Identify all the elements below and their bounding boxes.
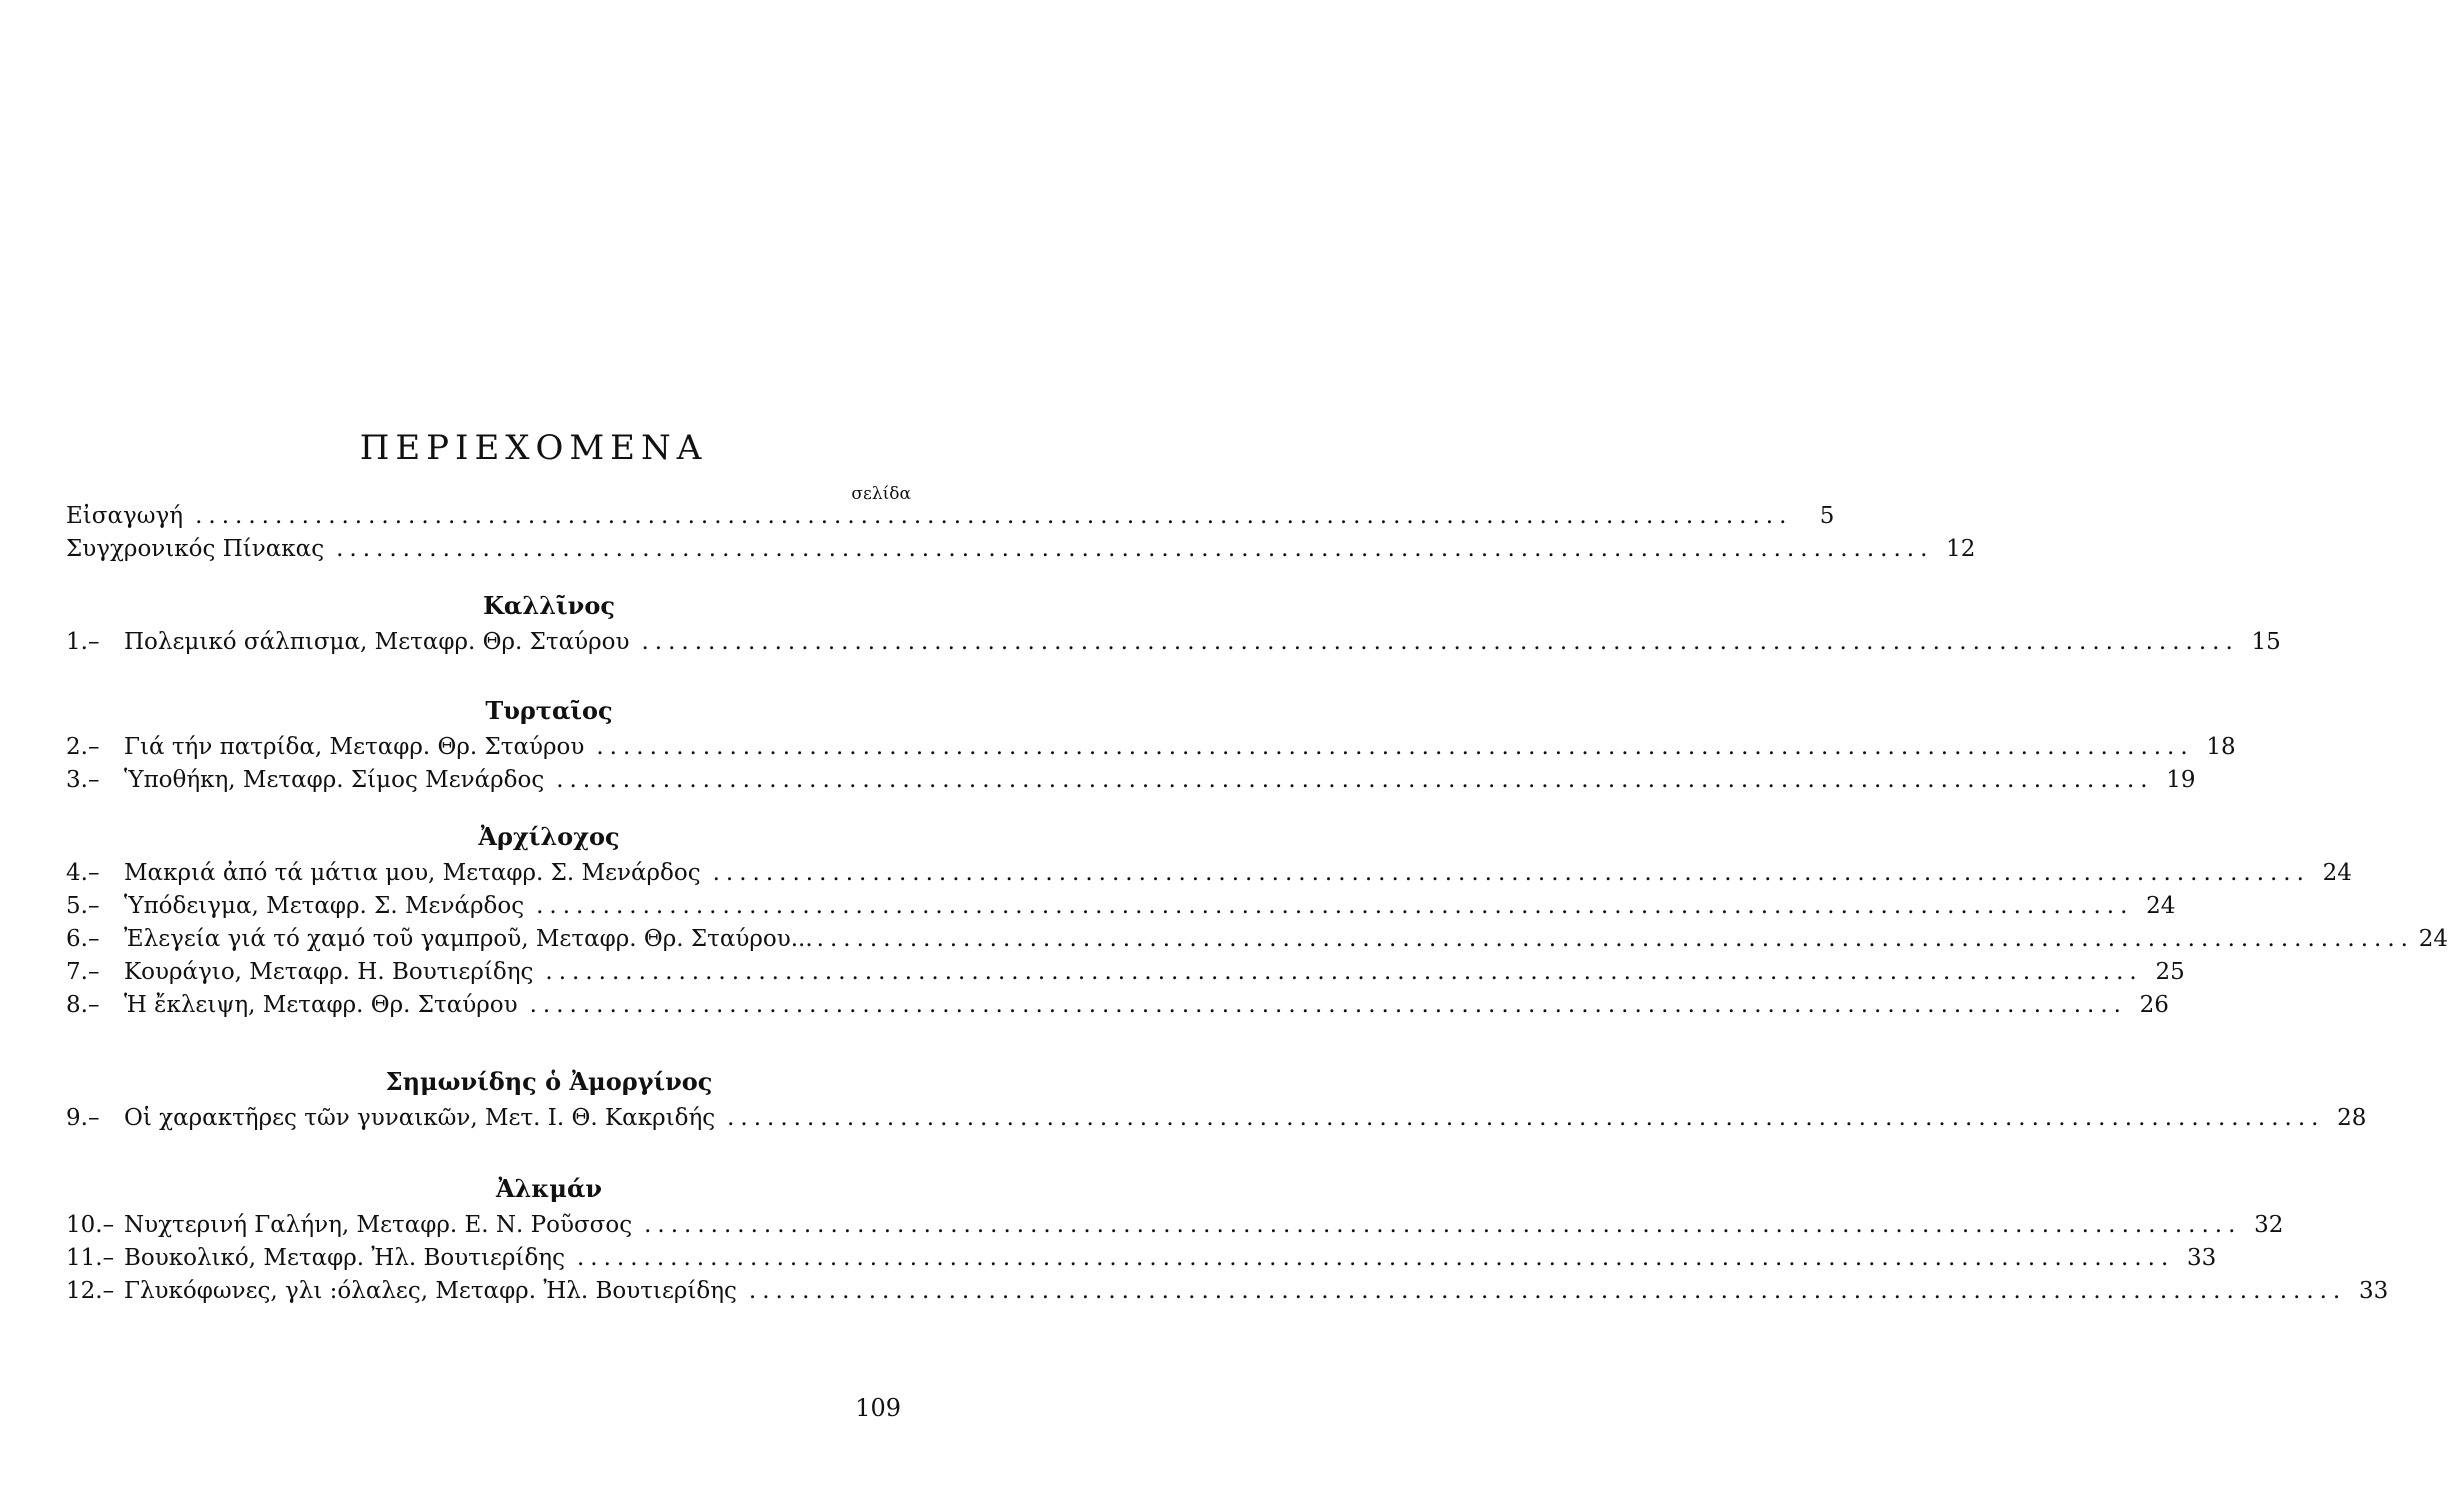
toc-entry-title: Μακριά ἀπό τά μάτια μου, Μεταφρ. Σ. Μενάρδος <box>124 860 701 886</box>
toc-entry <box>66 890 2176 923</box>
toc-entry <box>66 923 2448 956</box>
toc-entry-number: 11.– <box>66 1245 115 1271</box>
section-heading-semonides: Σημωνίδης ὁ Ἀμοργίνος <box>385 1067 713 1096</box>
toc-entry-page: 25 <box>2155 959 2185 985</box>
leader-dots: ........................................................................................................................ <box>641 629 2239 655</box>
toc-entry <box>66 1275 2389 1308</box>
toc-entry-title: Βουκολικό, Μεταφρ. Ἠλ. Βουτιερίδης <box>124 1245 565 1271</box>
toc-entry <box>66 989 2169 1022</box>
toc-entry <box>66 731 2236 764</box>
toc-entry-title: Οἱ χαρακτῆρες τῶν γυναικῶν, Μετ. Ι. Θ. Κακριδής <box>124 1105 716 1131</box>
leader-dots: ........................................................................................................................ <box>727 1105 2325 1131</box>
section-heading-kallinos: Καλλῖνος <box>483 591 615 620</box>
page-column-label: σελίδα <box>851 484 911 504</box>
toc-entry-chronology <box>66 533 1976 566</box>
leader-dots: ........................................................................................................................ <box>536 893 2134 919</box>
toc-entry-number: 7.– <box>66 959 100 985</box>
section-heading-tyrtaios: Τυρταῖος <box>485 696 613 725</box>
leader-dots: ........................................................................................................................ <box>712 860 2310 886</box>
toc-entry-page: 15 <box>2251 629 2281 655</box>
toc-entry-number: 5.– <box>66 893 100 919</box>
leader-dots: ........................................................................................................................ <box>576 1245 2175 1271</box>
toc-entry-number: 3.– <box>66 767 100 793</box>
toc-entry <box>66 1209 2284 1242</box>
toc-entry-title: Εἰσαγωγή <box>66 503 184 529</box>
toc-entry-number: 6.– <box>66 926 100 952</box>
toc-entry-title: Κουράγιο, Μεταφρ. Η. Βουτιερίδης <box>124 959 534 985</box>
toc-entry-title: Ὑπόδειγμα, Μεταφρ. Σ. Μενάρδος <box>124 893 525 919</box>
toc-entry-title: Γλυκόφωνες, γλι :όλαλες, Μεταφρ. Ἠλ. Βουτιερίδης <box>124 1278 737 1304</box>
toc-entry-page: 32 <box>2254 1212 2284 1238</box>
toc-entry-number: 1.– <box>66 629 100 655</box>
toc-entry-title: Γιά τήν πατρίδα, Μεταφρ. Θρ. Σταύρου <box>124 734 585 760</box>
toc-entry-title: Ὑποθήκη, Μεταφρ. Σίμος Μενάρδος <box>124 767 545 793</box>
toc-entry <box>66 857 2352 890</box>
toc-entry <box>66 626 2281 659</box>
toc-entry-page: 24 <box>2146 893 2176 919</box>
toc-entry-page: 28 <box>2337 1105 2367 1131</box>
toc-entry-number: 4.– <box>66 860 100 886</box>
section-heading-archilochos: Ἀρχίλοχος <box>478 822 620 851</box>
toc-entry-page: 33 <box>2358 1278 2389 1304</box>
toc-entry-introduction <box>66 500 1835 533</box>
leader-dots: ........................................................................................................................ <box>195 503 1793 529</box>
leader-dots: ........................................................................................................................ <box>748 1278 2347 1304</box>
toc-entry-page: 24 <box>2322 860 2352 886</box>
leader-dots: ........................................................................................................................ <box>556 767 2154 793</box>
toc-entry-title: Συγχρονικός Πίνακας <box>66 536 325 562</box>
toc-entry-page: 12 <box>1946 536 1976 562</box>
toc-entry-number: 10.– <box>66 1212 115 1238</box>
leader-dots: ........................................................................................................................ <box>529 992 2127 1018</box>
toc-entry-title: Πολεμικό σάλπισμα, Μεταφρ. Θρ. Σταύρου <box>124 629 630 655</box>
section-heading-alkman: Ἀλκμάν <box>495 1174 603 1203</box>
leader-dots: ........................................................................................................................ <box>816 926 2414 952</box>
toc-entry-page: 24 <box>2418 926 2448 952</box>
toc-entry <box>66 764 2196 797</box>
toc-entry-number: 2.– <box>66 734 100 760</box>
toc-entry-title: Νυχτερινή Γαλήνη, Μεταφρ. Ε. Ν. Ροῦσσος <box>124 1212 633 1238</box>
leader-dots: ........................................................................................................................ <box>336 536 1934 562</box>
toc-entry-page: 18 <box>2206 734 2236 760</box>
toc-entry <box>66 1102 2367 1135</box>
toc-entry-number: 8.– <box>66 992 100 1018</box>
leader-dots: ........................................................................................................................ <box>644 1212 2242 1238</box>
toc-entry-number: 9.– <box>66 1105 100 1131</box>
table-of-contents <box>66 500 2448 1308</box>
page-number: 109 <box>855 1394 901 1422</box>
toc-entry-number: 12.– <box>66 1278 115 1304</box>
toc-entry <box>66 956 2185 989</box>
leader-dots: ........................................................................................................................ <box>596 734 2194 760</box>
toc-entry-title: Ἐλεγεία γιά τό χαμό τοῦ γαμπροῦ, Μεταφρ. Θρ. Σταύρου... <box>124 926 813 952</box>
toc-entry-page: 5 <box>1819 503 1835 529</box>
leader-dots: ........................................................................................................................ <box>545 959 2143 985</box>
page-title: ΠΕΡΙΕΧΟΜΕΝΑ <box>359 427 708 468</box>
toc-entry-page: 26 <box>2139 992 2169 1018</box>
toc-entry <box>66 1242 2217 1275</box>
toc-entry-title: Ἡ ἔκλειψη, Μεταφρ. Θρ. Σταύρου <box>124 992 518 1018</box>
toc-entry-page: 33 <box>2187 1245 2217 1271</box>
toc-entry-page: 19 <box>2166 767 2196 793</box>
